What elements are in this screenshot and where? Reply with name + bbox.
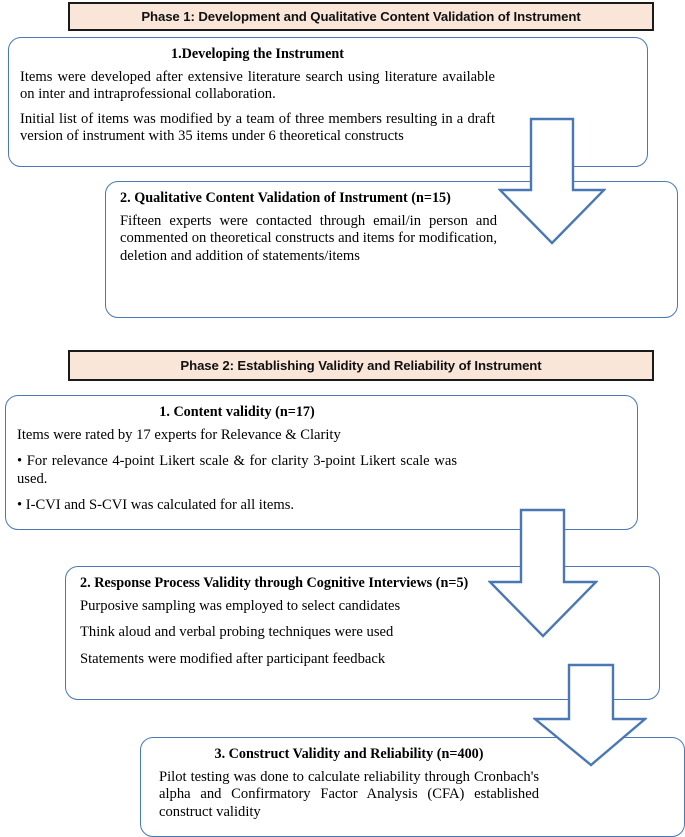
step-paragraph: Statements were modified after participant feedback (80, 650, 386, 667)
step-paragraph: • For relevance 4-point Likert scale & for clarity 3-point Likert scale was used. (17, 453, 457, 487)
step-paragraph: • I-CVI and S-CVI was calculated for all items. (17, 497, 295, 514)
step-box-content (141, 738, 684, 829)
step-paragraph: Purposive sampling was employed to select candidates (80, 597, 401, 614)
step-box-content (66, 567, 659, 676)
step-paragraph: Pilot testing was done to calculate reliability through Cronbach's alpha and Confirmatory Factor Analysis (CFA) established construct validity (159, 768, 539, 820)
step-title: 1. Content validity (n=17) (159, 404, 315, 420)
step-box-construct-validity-reliability (140, 737, 685, 837)
step-title: 1.Developing the Instrument (170, 46, 344, 62)
step-box-content (9, 38, 647, 154)
step-box-response-process-validity (65, 566, 660, 700)
phase-banner-phase-1 (68, 2, 654, 31)
step-title: 2. Qualitative Content Validation of Instrument (n=15) (120, 190, 451, 206)
phase-banner-phase-2 (68, 350, 654, 381)
step-paragraph: Fifteen experts were contacted through email/in person and commented on theoretical constructs and items for modification, deletion and addition of statements/items (120, 212, 497, 264)
step-paragraph: Initial list of items was modified by a team of three members resulting in a draft version of instrument with 35 items under 6 theoretical constructs (20, 110, 495, 145)
step-box-developing-instrument (8, 37, 648, 167)
step-title: 2. Response Process Validity through Cognitive Interviews (n=5) (80, 575, 469, 591)
step-box-content-validity (5, 395, 638, 530)
phase-banner-label: Phase 2: Establishing Validity and Reliability of Instrument (180, 358, 542, 373)
step-box-content (6, 396, 637, 523)
step-paragraph: Think aloud and verbal probing techniques were used (80, 624, 394, 641)
step-paragraph: Items were developed after extensive literature search using literature available on inter and intraprofessional collaboration. (20, 68, 495, 103)
step-paragraph: Items were rated by 17 experts for Relevance & Clarity (17, 426, 341, 443)
phase-banner-label: Phase 1: Development and Qualitative Content Validation of Instrument (141, 9, 581, 24)
step-box-qualitative-content-validation (105, 181, 678, 318)
step-box-content (106, 182, 677, 273)
step-title: 3. Construct Validity and Reliability (n=400) (214, 746, 484, 762)
